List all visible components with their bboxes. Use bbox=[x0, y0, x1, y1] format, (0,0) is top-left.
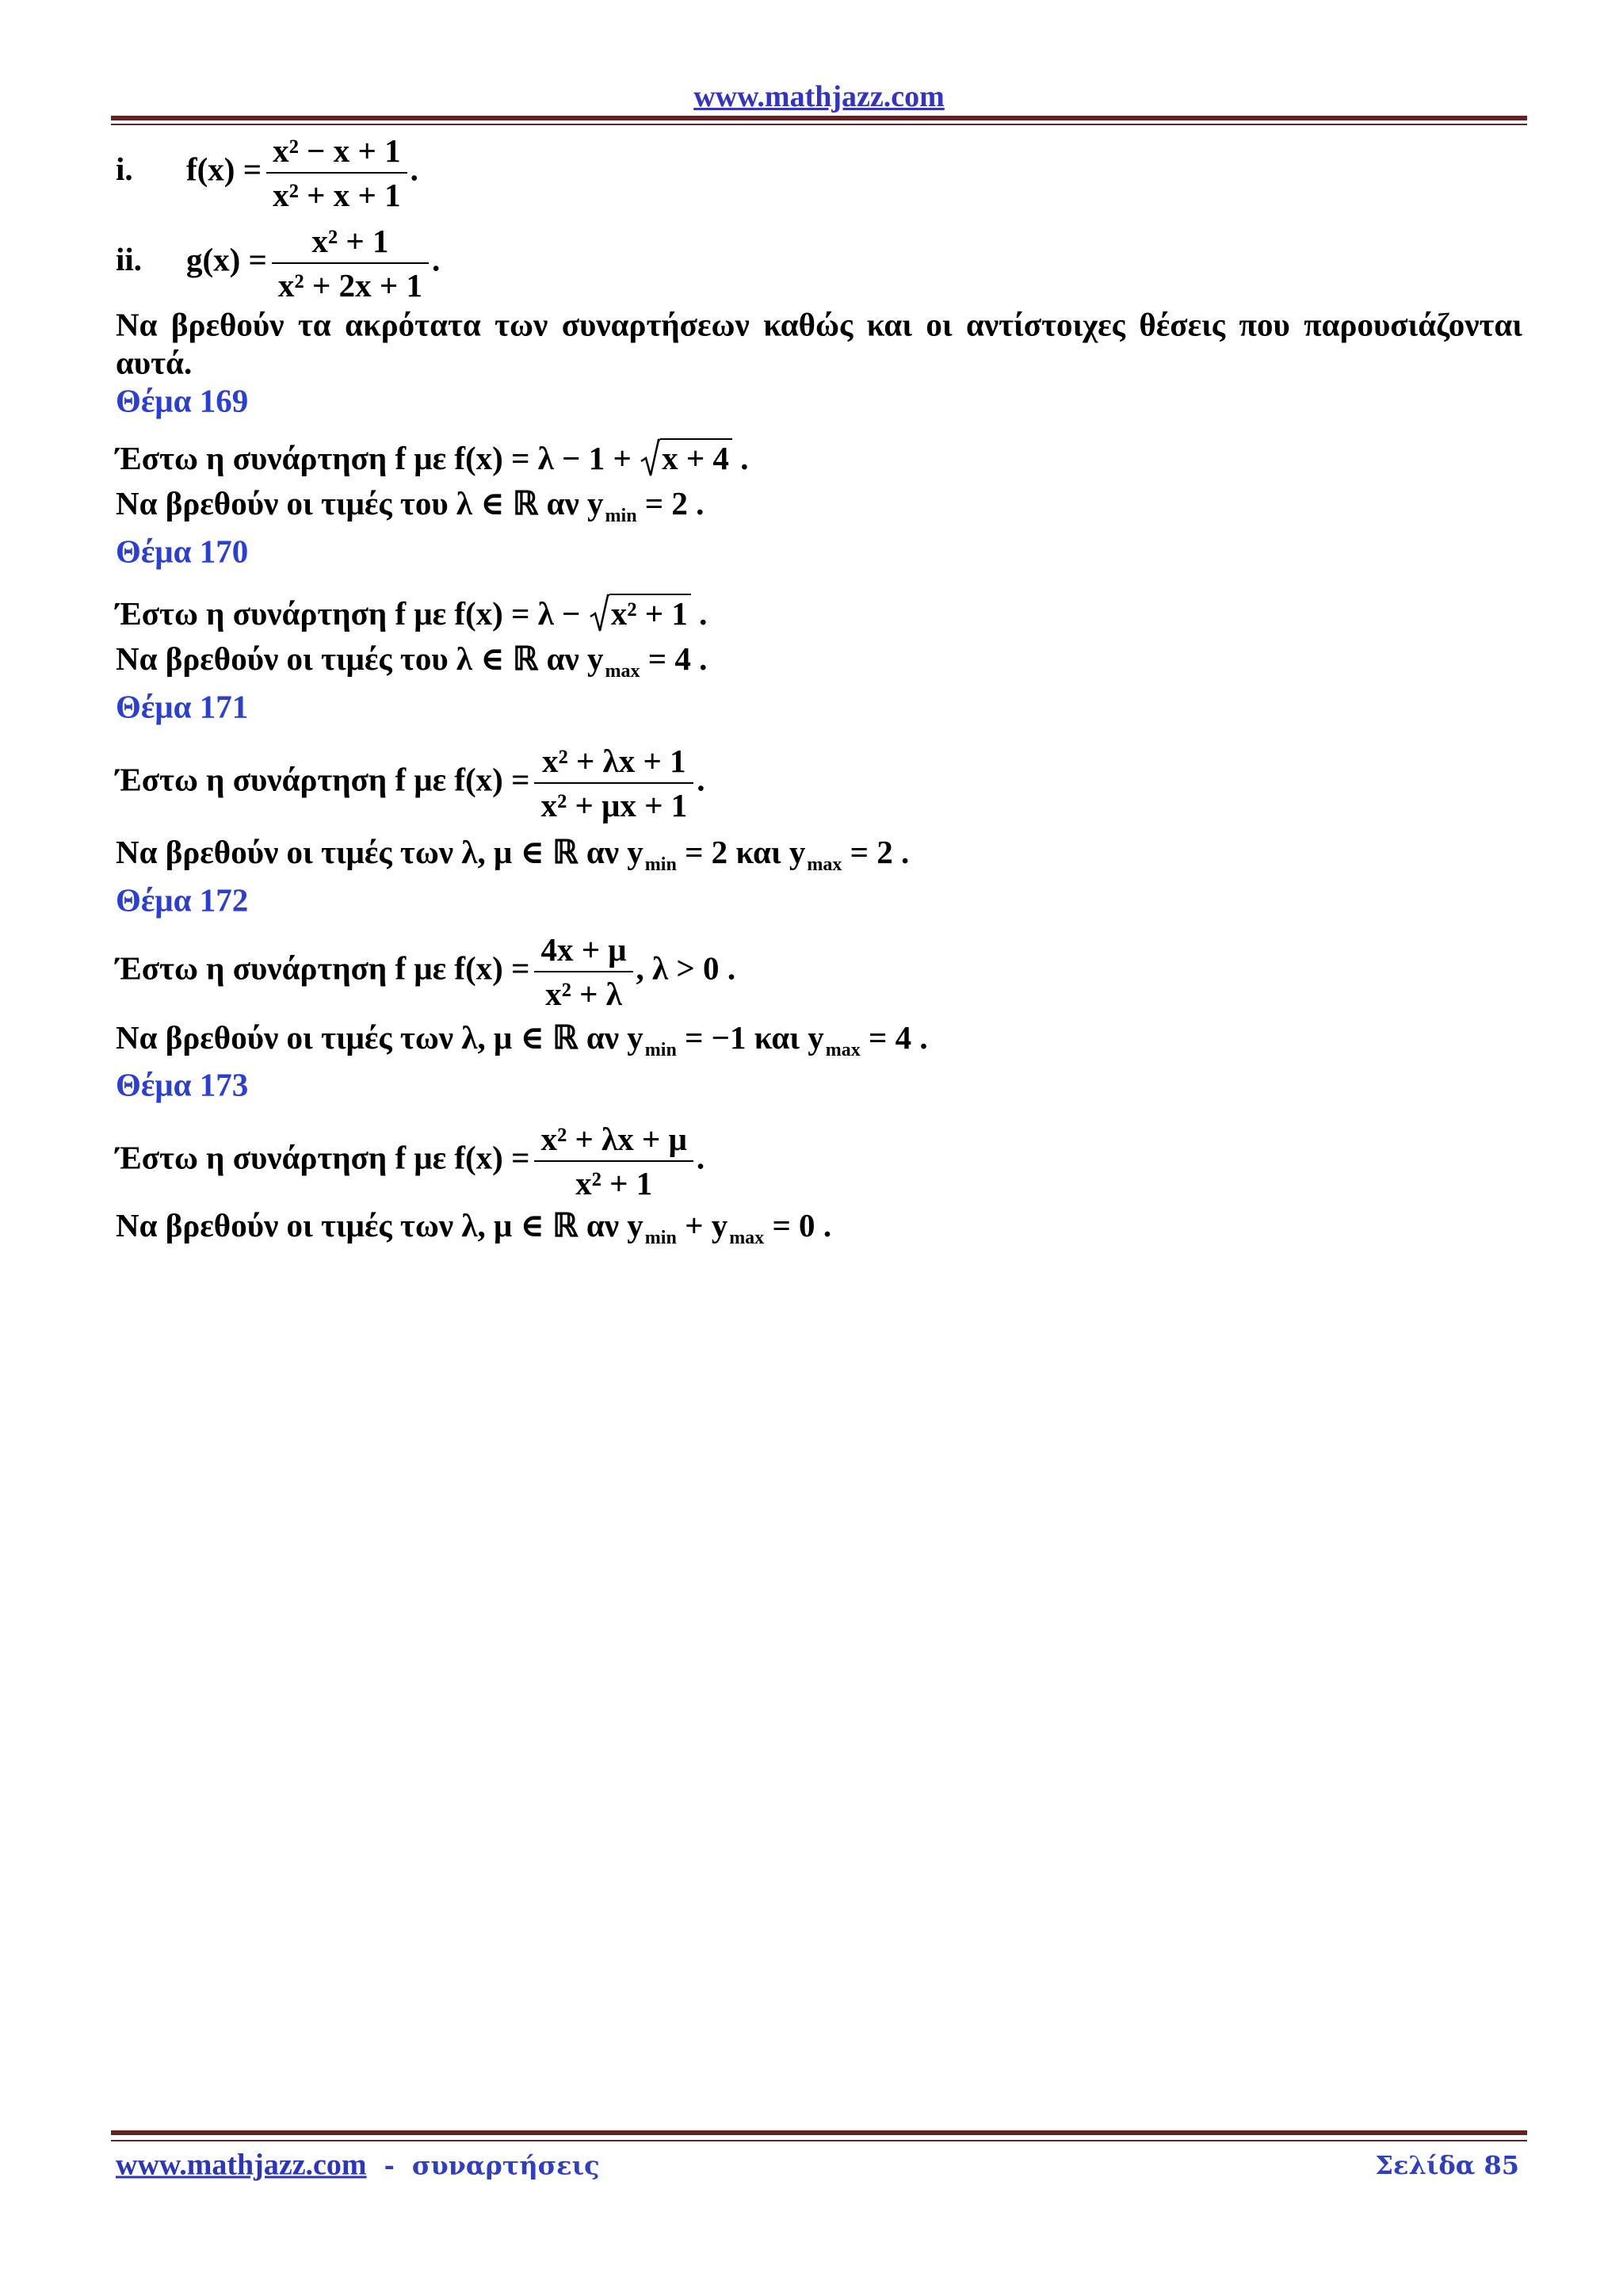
given-intro: Έστω η συνάρτηση f με bbox=[116, 761, 447, 798]
fraction-denominator: x² + 2x + 1 bbox=[277, 267, 422, 304]
parameters: λ, μ ∈ ℝ bbox=[461, 1207, 579, 1244]
topic-173-given bbox=[116, 1117, 705, 1205]
end-period: . bbox=[823, 1207, 832, 1244]
y-symbol: y bbox=[627, 1019, 643, 1056]
function-lhs: f(x) = bbox=[454, 440, 530, 476]
condition-word: αν bbox=[586, 834, 620, 870]
parameters: λ, μ ∈ ℝ bbox=[461, 1019, 579, 1056]
fraction-numerator: x² + λx + μ bbox=[540, 1121, 687, 1157]
header-rule-thin bbox=[111, 124, 1527, 125]
function-lhs: f(x) = bbox=[186, 151, 262, 188]
domain-condition: λ > 0 bbox=[652, 949, 720, 987]
y-subscript: min bbox=[644, 1040, 677, 1060]
fraction-denominator: x² + μx + 1 bbox=[540, 787, 688, 823]
y-min bbox=[627, 834, 677, 875]
y-symbol: y bbox=[587, 640, 604, 677]
relation: = 4 bbox=[868, 1019, 912, 1056]
footer-separator: - bbox=[384, 2150, 395, 2181]
fraction-numerator: x² − x + 1 bbox=[273, 132, 401, 169]
topic-172-given bbox=[116, 928, 735, 1015]
comma: , bbox=[636, 949, 644, 987]
given-intro: Έστω η συνάρτηση f με bbox=[116, 595, 447, 632]
given-intro: Έστω η συνάρτηση f με bbox=[116, 440, 447, 476]
given-intro: Έστω η συνάρτηση f με bbox=[116, 949, 447, 987]
parameters: λ ∈ ℝ bbox=[456, 485, 539, 521]
fraction-denominator: x² + λ bbox=[545, 976, 622, 1012]
operator: + bbox=[685, 1207, 704, 1244]
function-expression: λ − bbox=[537, 595, 581, 632]
function-lhs: g(x) = bbox=[186, 241, 267, 278]
relation: = 4 bbox=[647, 640, 691, 677]
y-symbol: y bbox=[711, 1207, 728, 1244]
radicand: x² + 1 bbox=[609, 594, 691, 632]
y-min bbox=[627, 1207, 677, 1248]
y-max bbox=[789, 834, 842, 875]
y-extremum bbox=[587, 485, 637, 526]
topic-173-title: Θέμα 173 bbox=[116, 1066, 249, 1103]
y-subscript: max bbox=[729, 1228, 765, 1248]
y-subscript: min bbox=[605, 506, 637, 526]
topic-170-question bbox=[116, 640, 707, 681]
footer-section-title: συναρτήσεις bbox=[411, 2150, 600, 2181]
question-intro: Να βρεθούν οι τιμές των bbox=[116, 1207, 454, 1244]
fraction bbox=[266, 129, 407, 216]
end-period: . bbox=[696, 1139, 705, 1176]
topic-170-given bbox=[116, 593, 707, 634]
item-label: ii. bbox=[116, 241, 143, 278]
y-symbol: y bbox=[789, 834, 806, 870]
function-lhs: f(x) = bbox=[454, 595, 530, 632]
topic-171-question bbox=[116, 833, 909, 874]
question-intro: Να βρεθούν οι τιμές των bbox=[116, 834, 454, 870]
fraction-numerator: 4x + μ bbox=[540, 931, 627, 968]
y-symbol: y bbox=[808, 1019, 824, 1056]
page-footer bbox=[116, 2148, 600, 2183]
function-lhs: f(x) = bbox=[454, 761, 530, 798]
page-number: Σελίδα 85 bbox=[1375, 2150, 1519, 2180]
fraction bbox=[534, 739, 693, 827]
condition-word: αν bbox=[586, 1207, 620, 1244]
relation: = 0 bbox=[772, 1207, 815, 1244]
question-intro: Να βρεθούν οι τιμές των bbox=[116, 1019, 454, 1056]
radical-sign bbox=[640, 437, 660, 479]
end-period: . bbox=[901, 834, 910, 870]
fraction bbox=[534, 928, 632, 1015]
item-label: i. bbox=[116, 151, 133, 188]
y-subscript: max bbox=[825, 1040, 861, 1060]
topic-170-title: Θέμα 170 bbox=[116, 533, 249, 570]
topic-169-question bbox=[116, 484, 704, 525]
function-item-ii bbox=[116, 220, 440, 307]
relation: = 2 bbox=[644, 485, 688, 521]
y-max bbox=[808, 1019, 861, 1060]
task-text-line-2: αυτά. bbox=[116, 344, 193, 381]
function-expression: λ − 1 + bbox=[537, 440, 632, 476]
header-rule-thick bbox=[111, 116, 1527, 120]
fraction bbox=[534, 1117, 693, 1205]
given-intro: Έστω η συνάρτηση f με bbox=[116, 1139, 447, 1176]
conjunction: και bbox=[735, 834, 781, 870]
topic-173-question bbox=[116, 1206, 831, 1247]
question-intro: Να βρεθούν οι τιμές του bbox=[116, 485, 449, 521]
topic-169-title: Θέμα 169 bbox=[116, 382, 249, 419]
end-period: . bbox=[697, 761, 705, 798]
footer-rule-thick bbox=[111, 2130, 1527, 2135]
y-extremum bbox=[587, 640, 640, 682]
y-subscript: max bbox=[807, 854, 842, 875]
y-symbol: y bbox=[587, 485, 604, 521]
relation: = −1 bbox=[685, 1019, 747, 1056]
fraction-numerator: x² + 1 bbox=[311, 223, 389, 259]
relation: = 2 bbox=[685, 834, 728, 870]
fraction-denominator: x² + 1 bbox=[575, 1165, 653, 1201]
fraction-numerator: x² + λx + 1 bbox=[541, 743, 686, 779]
task-text-line-1: Να βρεθούν τα ακρότατα των συναρτήσεων καθώς και οι αντίστοιχες θέσεις που παρουσιάζονται bbox=[116, 306, 1522, 343]
radicand: x + 4 bbox=[660, 438, 732, 476]
condition-word: αν bbox=[546, 640, 579, 677]
y-symbol: y bbox=[627, 1207, 643, 1244]
function-item-i bbox=[116, 129, 418, 216]
radical-sign bbox=[589, 593, 609, 634]
end-period: . bbox=[410, 151, 418, 188]
function-lhs: f(x) = bbox=[454, 949, 530, 987]
end-period: . bbox=[740, 440, 749, 476]
parameters: λ, μ ∈ ℝ bbox=[461, 834, 579, 870]
relation: = 2 bbox=[850, 834, 893, 870]
square-root bbox=[640, 440, 732, 476]
square-root bbox=[589, 595, 691, 632]
y-subscript: min bbox=[644, 1228, 677, 1248]
function-lhs: f(x) = bbox=[454, 1139, 530, 1176]
parameters: λ ∈ ℝ bbox=[456, 640, 539, 677]
footer-site-link[interactable]: www.mathjazz.com bbox=[116, 2148, 367, 2182]
end-period: . bbox=[699, 595, 708, 632]
fraction bbox=[272, 220, 429, 307]
y-subscript: min bbox=[644, 854, 677, 875]
y-max bbox=[711, 1207, 765, 1248]
y-min bbox=[627, 1019, 677, 1060]
topic-172-question bbox=[116, 1018, 928, 1060]
fraction-denominator: x² + x + 1 bbox=[273, 177, 401, 213]
header-site-link[interactable]: www.mathjazz.com bbox=[693, 80, 945, 113]
condition-word: αν bbox=[586, 1019, 620, 1056]
topic-172-title: Θέμα 172 bbox=[116, 881, 249, 919]
question-intro: Να βρεθούν οι τιμές του bbox=[116, 640, 449, 677]
end-period: . bbox=[431, 241, 441, 278]
topic-171-title: Θέμα 171 bbox=[116, 688, 249, 725]
conjunction: και bbox=[754, 1019, 800, 1056]
topic-171-given bbox=[116, 739, 705, 827]
y-symbol: y bbox=[627, 834, 643, 870]
y-subscript: max bbox=[605, 661, 640, 682]
end-period: . bbox=[699, 640, 708, 677]
footer-rule-thin bbox=[111, 2140, 1527, 2141]
end-period: . bbox=[696, 485, 705, 521]
end-period: . bbox=[919, 1019, 928, 1056]
topic-169-given bbox=[116, 437, 748, 479]
end-period: . bbox=[727, 949, 736, 987]
condition-word: αν bbox=[546, 485, 579, 521]
page-header bbox=[116, 79, 1522, 114]
